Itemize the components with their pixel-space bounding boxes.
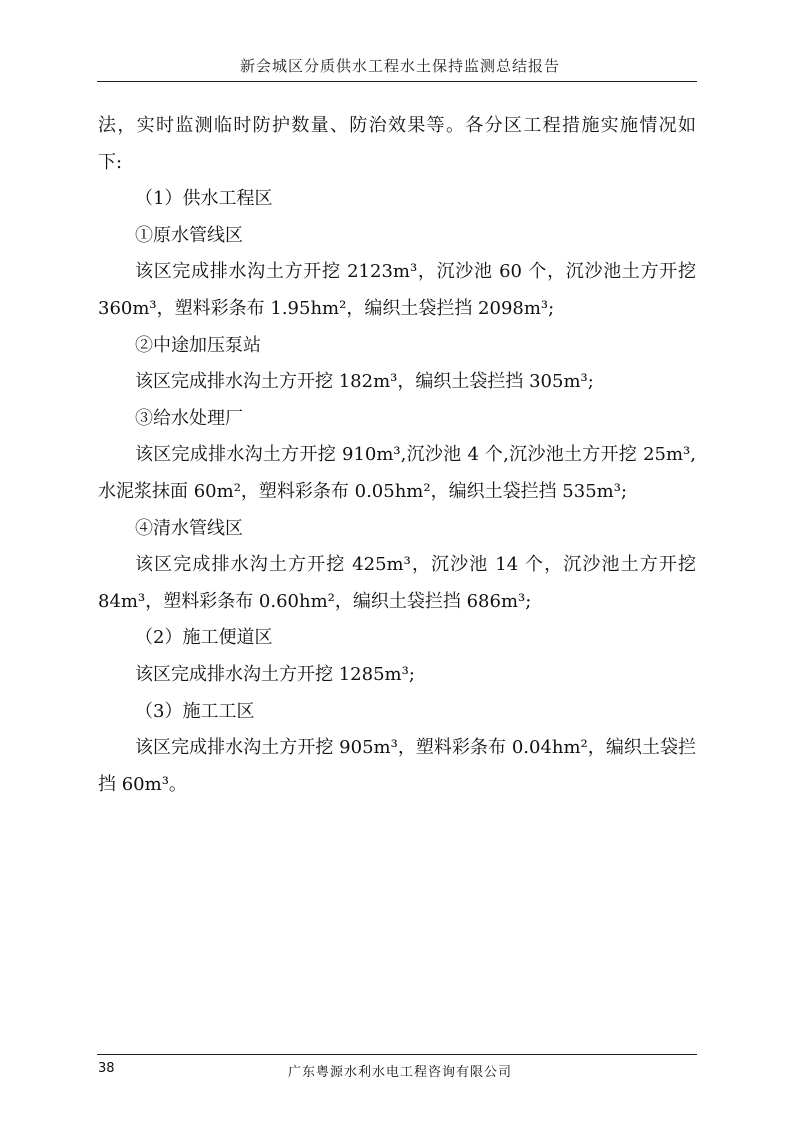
text-line: 该区完成排水沟土方开挖 182m³，编织土袋拦挡 305m³; (135, 371, 594, 393)
footer-rule (97, 1054, 697, 1055)
text-line: 下: (98, 151, 123, 173)
footer-organization: 广东粤源水利水电工程咨询有限公司 (287, 1065, 512, 1080)
header-rule (97, 81, 697, 82)
text-line: ①原水管线区 (135, 224, 243, 246)
text-line: 该区完成排水沟土方开挖 1285m³; (135, 663, 415, 685)
page-header-title: 新会城区分质供水工程水土保持监测总结报告 (239, 57, 560, 75)
text-line: 360m³，塑料彩条布 1.95hm²，编织土袋拦挡 2098m³; (98, 297, 555, 319)
page-number: 38 (98, 1061, 115, 1076)
text-line: 84m³，塑料彩条布 0.60hm²，编织土袋拦挡 686m³; (98, 590, 532, 612)
text-line: （1）供水工程区 (135, 188, 273, 210)
text-line: ②中途加压泵站 (135, 334, 261, 356)
text-line: 水泥浆抹面 60m²，塑料彩条布 0.05hm²，编织土袋拦挡 535m³; (98, 480, 628, 502)
text-line: 该区完成排水沟土方开挖 905m³，塑料彩条布 0.04hm²，编织土袋拦 (135, 737, 696, 759)
document-body (98, 108, 696, 803)
text-line: ④清水管线区 (135, 517, 243, 539)
text-line: 该区完成排水沟土方开挖 425m³，沉沙池 14 个，沉沙池土方开挖 (135, 554, 696, 576)
text-line: 该区完成排水沟土方开挖 910m³,沉沙池 4 个,沉沙池土方开挖 25m³, (135, 444, 696, 466)
text-line: 挡 60m³。 (98, 773, 187, 795)
text-line: 法，实时监测临时防护数量、防治效果等。各分区工程措施实施情况如 (98, 115, 696, 136)
text-line: （2）施工便道区 (135, 627, 273, 649)
text-line: （3）施工工区 (135, 700, 255, 722)
text-line: ③给水处理厂 (135, 407, 243, 429)
text-line: 该区完成排水沟土方开挖 2123m³，沉沙池 60 个，沉沙池土方开挖 (135, 261, 696, 283)
